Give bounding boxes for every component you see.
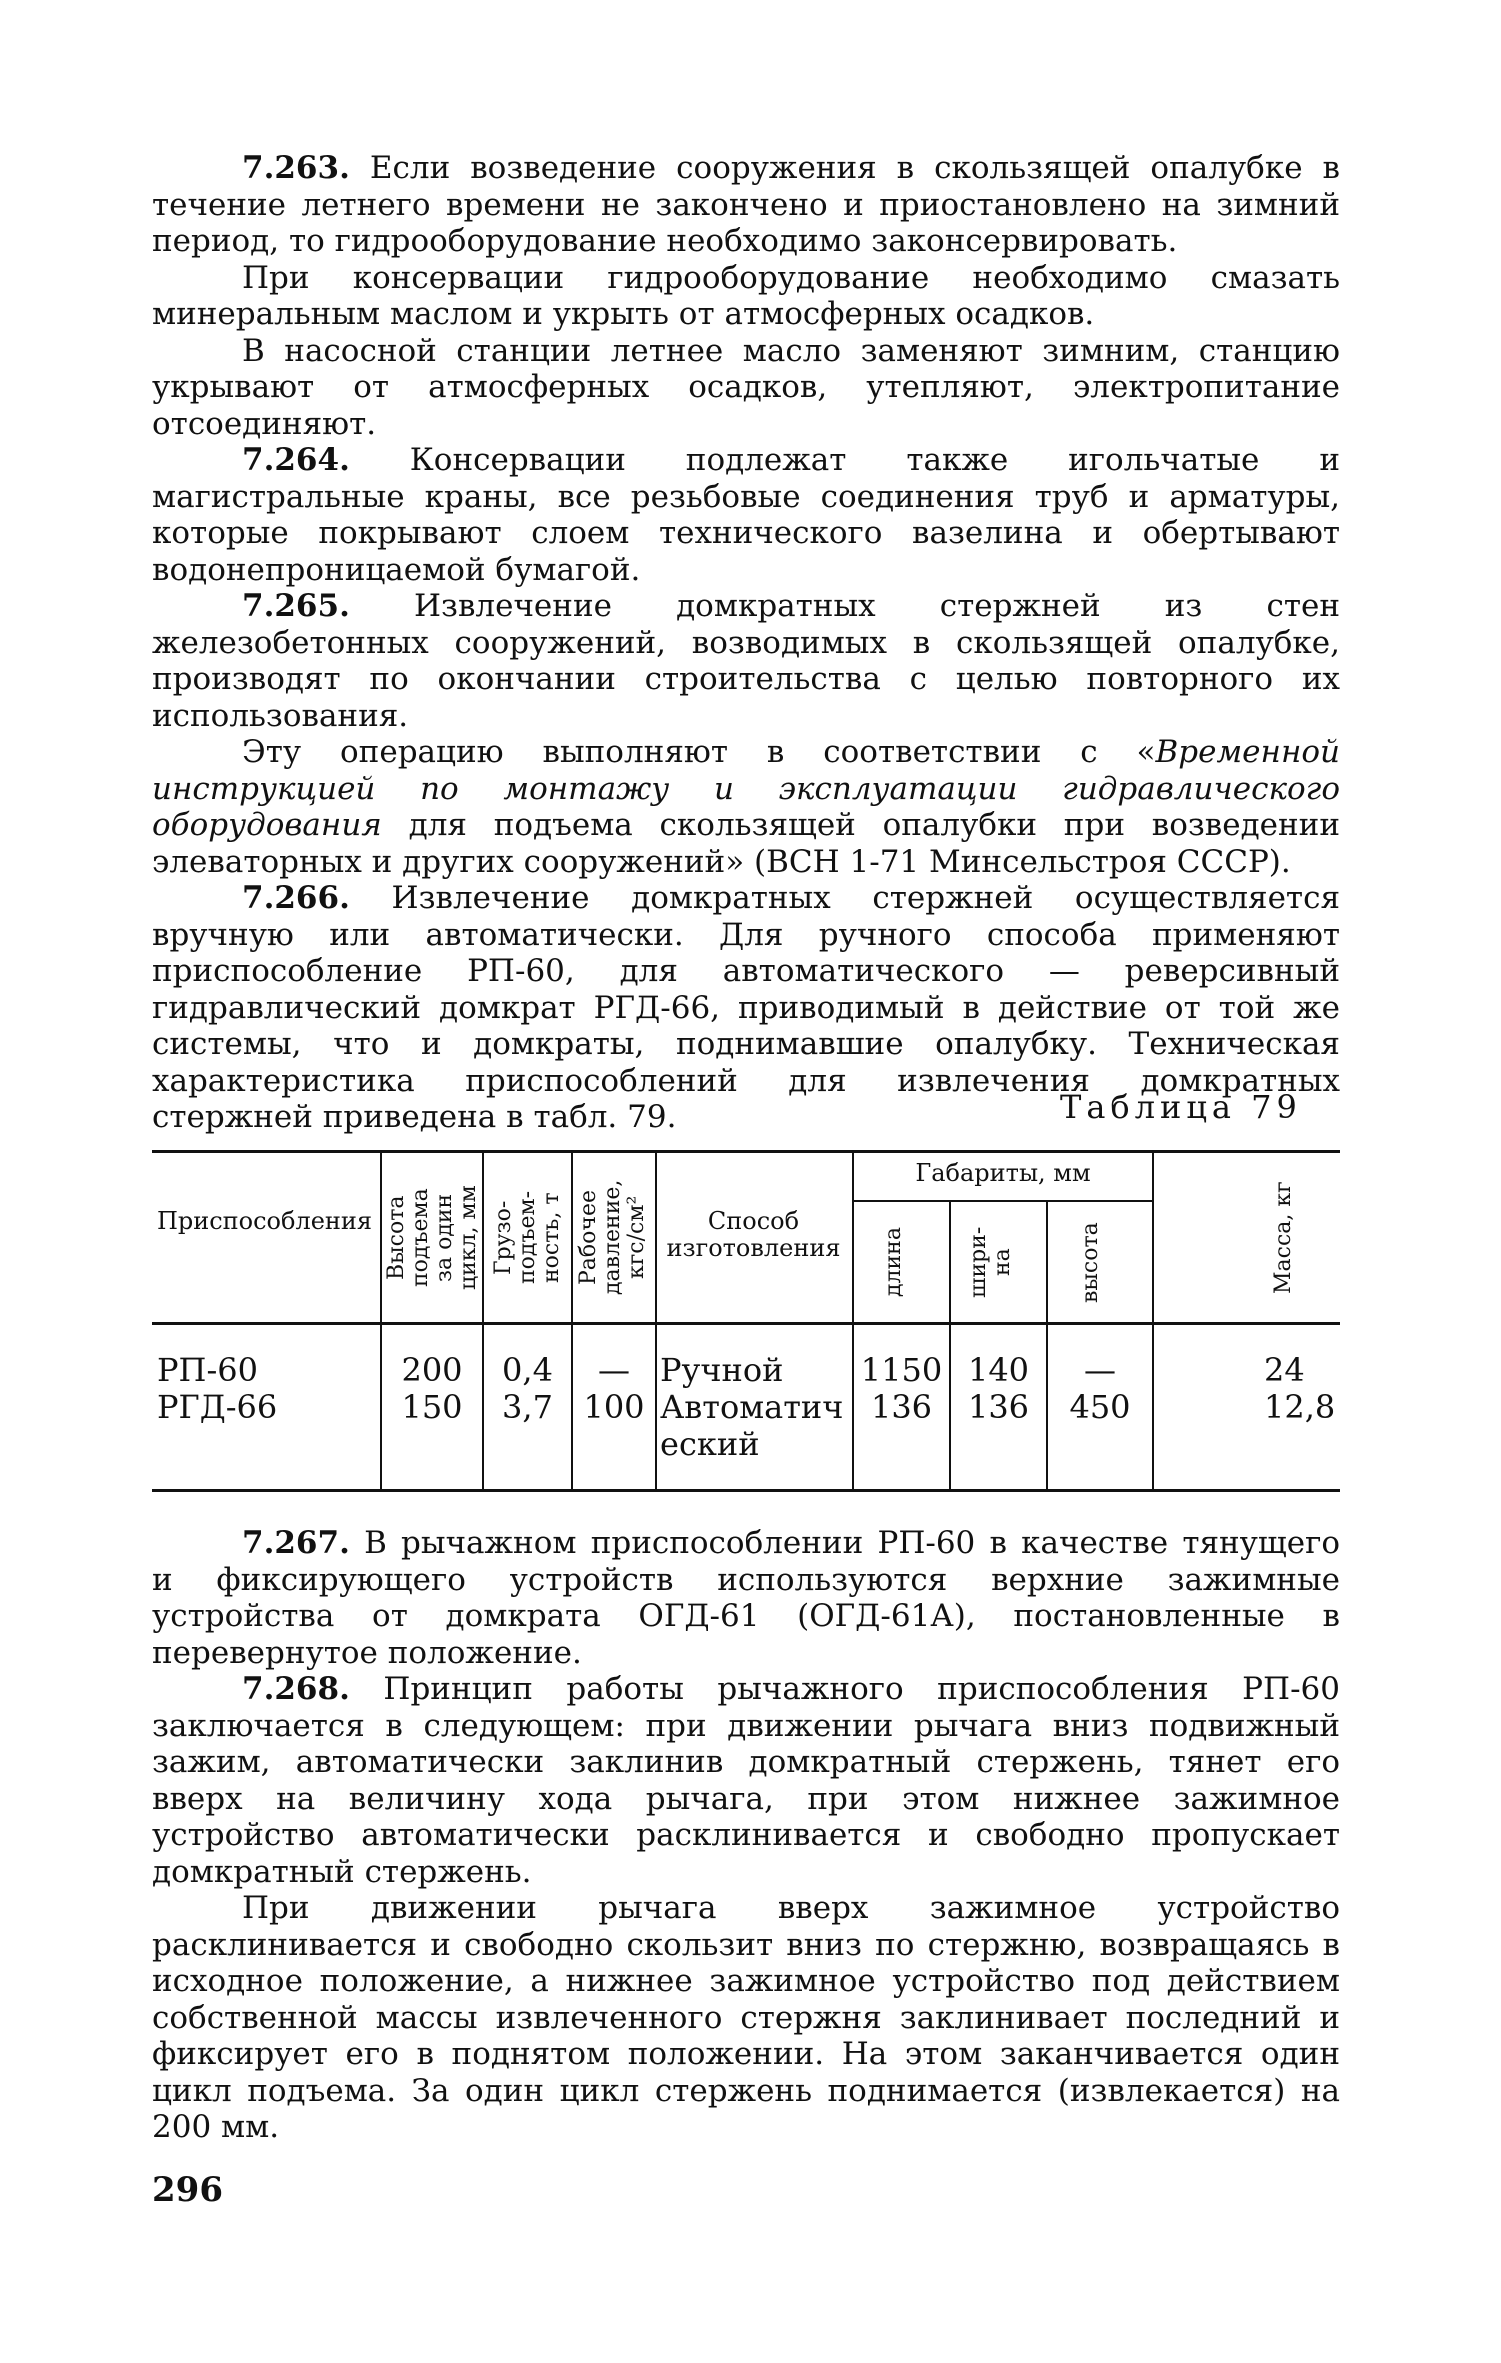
header-length: длина — [881, 1227, 906, 1298]
cell-device: РГД-66 — [157, 1388, 278, 1426]
col-divider — [949, 1200, 951, 1492]
section-number: 7.265. — [242, 588, 350, 624]
paragraph-7-264 — [152, 442, 1340, 588]
cell-mass: 24 — [1264, 1351, 1305, 1389]
paragraph-pump-station — [152, 333, 1340, 443]
header-height: высота — [1078, 1222, 1103, 1303]
header-device: Приспособления — [156, 1207, 373, 1235]
paragraph-instruction-ref — [152, 734, 1340, 880]
header-pressure: Рабочее давление, кгс/см² — [576, 1179, 649, 1296]
cell-length: 136 — [870, 1388, 933, 1426]
section-number: 7.263. — [242, 150, 350, 186]
section-number: 7.266. — [242, 880, 350, 916]
section-number: 7.267. — [242, 1525, 350, 1561]
cell-mass: 12,8 — [1264, 1388, 1336, 1426]
dims-subheader-rule — [852, 1200, 1154, 1202]
paragraph-conservation — [152, 260, 1340, 333]
cell-pressure: — — [598, 1351, 630, 1389]
paragraph-text: Извлечение домкратных стержней из стен железобетонных сооружений, возводимых в скользящей опалубке, производят по окончании строительства с целью повторного их использования. — [152, 588, 1340, 734]
paragraph-text: Консервации подлежат также игольчатые и магистральные краны, все резьбовые соединения труб и арматуры, которые покрывают слоем технического вазелина и обертывают водонепроницаемой бумагой. — [152, 442, 1340, 588]
cell-device: РП-60 — [157, 1351, 258, 1389]
table-top-rule — [152, 1150, 1340, 1153]
cell-method: Автоматический — [660, 1388, 844, 1463]
table-79 — [152, 1150, 1340, 1492]
page-number: 296 — [152, 2170, 223, 2210]
header-method: Способ изготовления — [666, 1207, 841, 1262]
cell-lift: 200 — [401, 1351, 463, 1389]
paragraph-lever-up — [152, 1890, 1340, 2146]
paragraph-text: Принцип работы рычажного приспособления РП-60 заключается в следующем: при движении рычага вниз подвижный зажим, автоматически заклинив домкратный стержень, тянет его вверх на величину хода рычага, при этом нижнее зажимное устройство автоматически расклинивается и свободно пропускает домкратный стержень. — [152, 1671, 1340, 1890]
section-number: 7.264. — [242, 442, 350, 478]
cell-height: — — [1084, 1351, 1116, 1389]
header-width: шири- на — [966, 1226, 1015, 1299]
bottom-text-block — [152, 1525, 1340, 2146]
section-number: 7.268. — [242, 1671, 350, 1707]
cell-length: 1150 — [860, 1351, 943, 1389]
paragraph-text: В рычажном приспособлении РП-60 в качестве тянущего и фиксирующего устройств используются верхние зажимные устройства от домкрата ОГД-61 (ОГД-61А), постановленные в перевернутое положение. — [152, 1525, 1340, 1671]
cell-method: Ручной — [660, 1351, 784, 1389]
header-dims: Габариты, мм — [915, 1159, 1091, 1187]
paragraph-7-268 — [152, 1671, 1340, 1890]
table-bottom-rule — [152, 1489, 1340, 1492]
header-lift-height: Высота подъема за один цикл, мм — [384, 1185, 481, 1290]
paragraph-text: Эту операцию выполняют в соответствии с « — [242, 734, 1156, 770]
cell-capacity: 3,7 — [502, 1388, 553, 1426]
paragraph-text: При движении рычага вверх зажимное устройство расклинивается и свободно скользит вниз по стержню, возвращаясь в исходное положение, а нижнее зажимное устройство под действием собственной массы извлеченного стержня заклинивает последний и фиксирует его в поднятом положении. На этом заканчивается один цикл подъема. За один цикл стержень поднимается (извлекается) на 200 мм. — [152, 1890, 1340, 2145]
col-divider — [482, 1150, 484, 1492]
paragraph-text: для подъема скользящей опалубки при возведении элеваторных и других сооружений» (ВСН 1-71 Минсельстроя СССР). — [152, 807, 1340, 880]
paragraph-text: Если возведение сооружения в скользящей опалубке в течение летнего времени не закончено и приостановлено на зимний период, то гидрооборудование необходимо законсервировать. — [152, 150, 1340, 259]
top-text-block — [152, 150, 1340, 1136]
cell-height: 450 — [1069, 1388, 1131, 1426]
header-mass: Масса, кг — [1271, 1181, 1296, 1294]
header-capacity: Грузо- подъем- ность, т — [491, 1190, 564, 1285]
paragraph-text: Извлечение домкратных стержней осуществляется вручную или автоматически. Для ручного способа применяют приспособление РП-60, для автоматического — реверсивный гидравлический домкрат РГД-66, приводимый в действие от той же системы, что и домкраты, поднимавшие опалубку. Техническая характеристика приспособлений для извлечения домкратных стержней приведена в табл. 79. — [152, 880, 1340, 1135]
paragraph-7-263 — [152, 150, 1340, 260]
paragraph-text: В насосной станции летнее масло заменяют зимним, станцию укрывают от атмосферных осадков, утепляют, электропитание отсоединяют. — [152, 332, 1340, 442]
col-divider — [380, 1150, 382, 1492]
instruction-title: Временной инструкцией по монтажу и эксплуатации гидравлического оборудования — [152, 734, 1340, 843]
col-divider — [655, 1150, 657, 1492]
cell-pressure: 100 — [583, 1388, 645, 1426]
cell-width: 140 — [967, 1351, 1030, 1389]
paragraph-text: При консервации гидрооборудование необходимо смазать минеральным маслом и укрыть от атмосферных осадков. — [152, 259, 1340, 332]
cell-width: 136 — [967, 1388, 1030, 1426]
cell-lift: 150 — [401, 1388, 463, 1426]
col-divider — [571, 1150, 573, 1492]
paragraph-7-265 — [152, 588, 1340, 734]
col-divider — [1046, 1200, 1048, 1492]
table-header-rule — [152, 1322, 1340, 1325]
paragraph-7-267 — [152, 1525, 1340, 1671]
table-caption: Таблица 79 — [1060, 1088, 1302, 1126]
cell-capacity: 0,4 — [502, 1351, 553, 1389]
